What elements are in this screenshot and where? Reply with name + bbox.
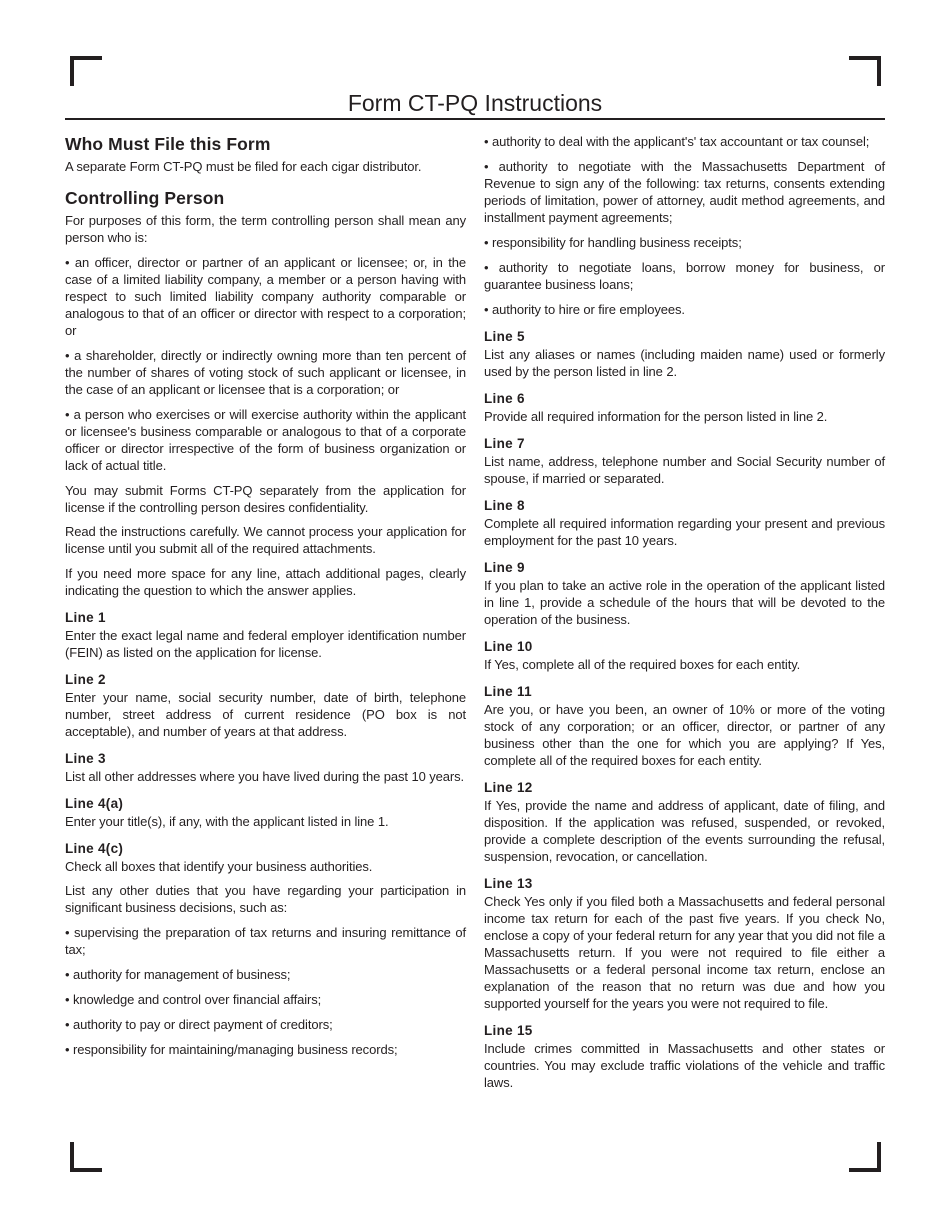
controlling-person-intro: For purposes of this form, the term controlling person shall mean any person who is: <box>65 213 466 245</box>
line-12-text: If Yes, provide the name and address of applicant, date of filing, and disposition. If the application was refused, suspended, or revoked, provide a complete description of the events surrounding the refusal, suspension, revocation, or cancellation. <box>484 798 885 864</box>
duty-bullet: • authority to negotiate loans, borrow money for business, or guarantee business loans; <box>484 260 885 292</box>
line-8-heading: Line 8 <box>484 498 525 513</box>
page-title: Form CT-PQ Instructions <box>347 90 603 116</box>
line-1-heading: Line 1 <box>65 609 106 625</box>
line-10-heading: Line 10 <box>484 639 533 654</box>
line-5-text: List any aliases or names (including maiden name) used or formerly used by the person listed in line 2. <box>484 347 885 379</box>
line-9-heading: Line 9 <box>484 560 525 575</box>
line-12-heading: Line 12 <box>484 780 533 795</box>
duty-bullet: • responsibility for handling business receipts; <box>484 235 742 250</box>
line-3-text: List all other addresses where you have lived during the past 10 years. <box>65 768 465 784</box>
line-7-text: List name, address, telephone number and Social Security number of spouse, if married or separated. <box>484 454 885 486</box>
crop-mark-bottom-right <box>849 1168 881 1172</box>
more-space-text: If you need more space for any line, attach additional pages, clearly indicating the question to which the answer applies. <box>65 565 466 598</box>
line-6-text: Provide all required information for the person listed in line 2. <box>484 409 828 424</box>
crop-mark-top-left <box>70 56 74 86</box>
title-rule <box>65 118 885 120</box>
line-2-heading: Line 2 <box>65 671 106 687</box>
line-13-text: Check Yes only if you filed both a Massachusetts and federal personal income tax return for each of the past five years. If you check No, enclose a copy of your federal return for any year that you did not file a Massachusetts return. If you were not required to file either a Massachusetts or a federal personal income tax return, enclose an explanation of the reason that no return was due and how you supported yourself for the years you were not required to file. <box>484 894 885 1011</box>
line-4c-list-intro: List any other duties that you have regarding your participation in significant business decisions, such as: <box>65 883 466 915</box>
left-column <box>65 133 466 1066</box>
controlling-person-bullet: • an officer, director or partner of an applicant or licensee; or, in the case of a limited liability company, a member or a person having with respect to such limited liability company authority comparable or analogous to that of an officer or director with respect to a corporation; or <box>65 254 466 338</box>
line-4c-text: Check all boxes that identify your business authorities. <box>65 858 373 874</box>
who-must-file-heading: Who Must File this Form <box>65 134 271 154</box>
line-15-text: Include crimes committed in Massachusetts and other states or countries. You may exclude traffic violations of the vehicle and traffic laws. <box>484 1041 885 1090</box>
line-10-text: If Yes, complete all of the required boxes for each entity. <box>484 657 801 672</box>
line-3-heading: Line 3 <box>65 750 106 766</box>
line-2-text: Enter your name, social security number, date of birth, telephone number, street address of current residence (PO box is not acceptable), and number of years at that address. <box>65 689 466 739</box>
who-must-file-text: A separate Form CT-PQ must be filed for each cigar distributor. <box>65 159 422 174</box>
duty-bullet: • authority to negotiate with the Massachusetts Department of Revenue to sign any of the following: tax returns, consents extending periods of limitation, power of attorney, audit method agreements, and installment payment agreements; <box>484 159 885 225</box>
crop-mark-bottom-left <box>70 1168 102 1172</box>
line-4a-text: Enter your title(s), if any, with the applicant listed in line 1. <box>65 813 389 829</box>
controlling-person-heading: Controlling Person <box>65 188 225 208</box>
line-6-heading: Line 6 <box>484 391 525 406</box>
line-1-text: Enter the exact legal name and federal employer identification number (FEIN) as listed on the application for license. <box>65 627 466 660</box>
line-7-heading: Line 7 <box>484 436 525 451</box>
crop-mark-top-left <box>70 56 102 60</box>
line-4c-heading: Line 4(c) <box>65 840 124 856</box>
line-11-text: Are you, or have you been, an owner of 10% or more of the voting stock of any corporation; or an officer, director, or partner of any business other than the one for which you are applying? If Yes, complete all of the required boxes for each entity. <box>484 702 885 768</box>
read-instructions-text: Read the instructions carefully. We cannot process your application for license until you submit all of the required attachments. <box>65 524 466 556</box>
line-9-text: If you plan to take an active role in the operation of the applicant listed in line 1, provide a schedule of the hours that will be devoted to the operation of the business. <box>484 578 885 627</box>
controlling-person-bullet: • a shareholder, directly or indirectly owning more than ten percent of the number of shares of voting stock of such applicant or licensee, in the case of an applicant or licensee that is a corporation; or <box>65 347 466 397</box>
right-column <box>484 133 885 1099</box>
duty-bullet: • knowledge and control over financial affairs; <box>65 991 322 1007</box>
crop-mark-top-right <box>877 56 881 86</box>
line-11-heading: Line 11 <box>484 684 532 699</box>
duty-bullet: • authority to hire or fire employees. <box>484 302 685 317</box>
duty-bullet: • authority to deal with the applicant's' tax accountant or tax counsel; <box>484 134 870 149</box>
duty-bullet: • supervising the preparation of tax returns and insuring remittance of tax; <box>65 924 466 957</box>
line-4a-heading: Line 4(a) <box>65 795 124 811</box>
line-13-heading: Line 13 <box>484 876 533 891</box>
duty-bullet: • responsibility for maintaining/managing business records; <box>65 1041 398 1057</box>
controlling-person-bullet: • a person who exercises or will exercise authority within the applicant or licensee's business comparable or analogous to that of a corporate officer or director irrespective of the form of business organization or lack of actual title. <box>65 406 466 473</box>
duty-bullet: • authority for management of business; <box>65 966 291 982</box>
line-15-heading: Line 15 <box>484 1023 533 1038</box>
duty-bullet: • authority to pay or direct payment of creditors; <box>65 1016 333 1032</box>
line-8-text: Complete all required information regarding your present and previous employment for the past 10 years. <box>484 516 885 548</box>
line-5-heading: Line 5 <box>484 329 525 344</box>
submit-separately-text: You may submit Forms CT-PQ separately from the application for license if the controlling person desires confidentiality. <box>65 482 466 515</box>
